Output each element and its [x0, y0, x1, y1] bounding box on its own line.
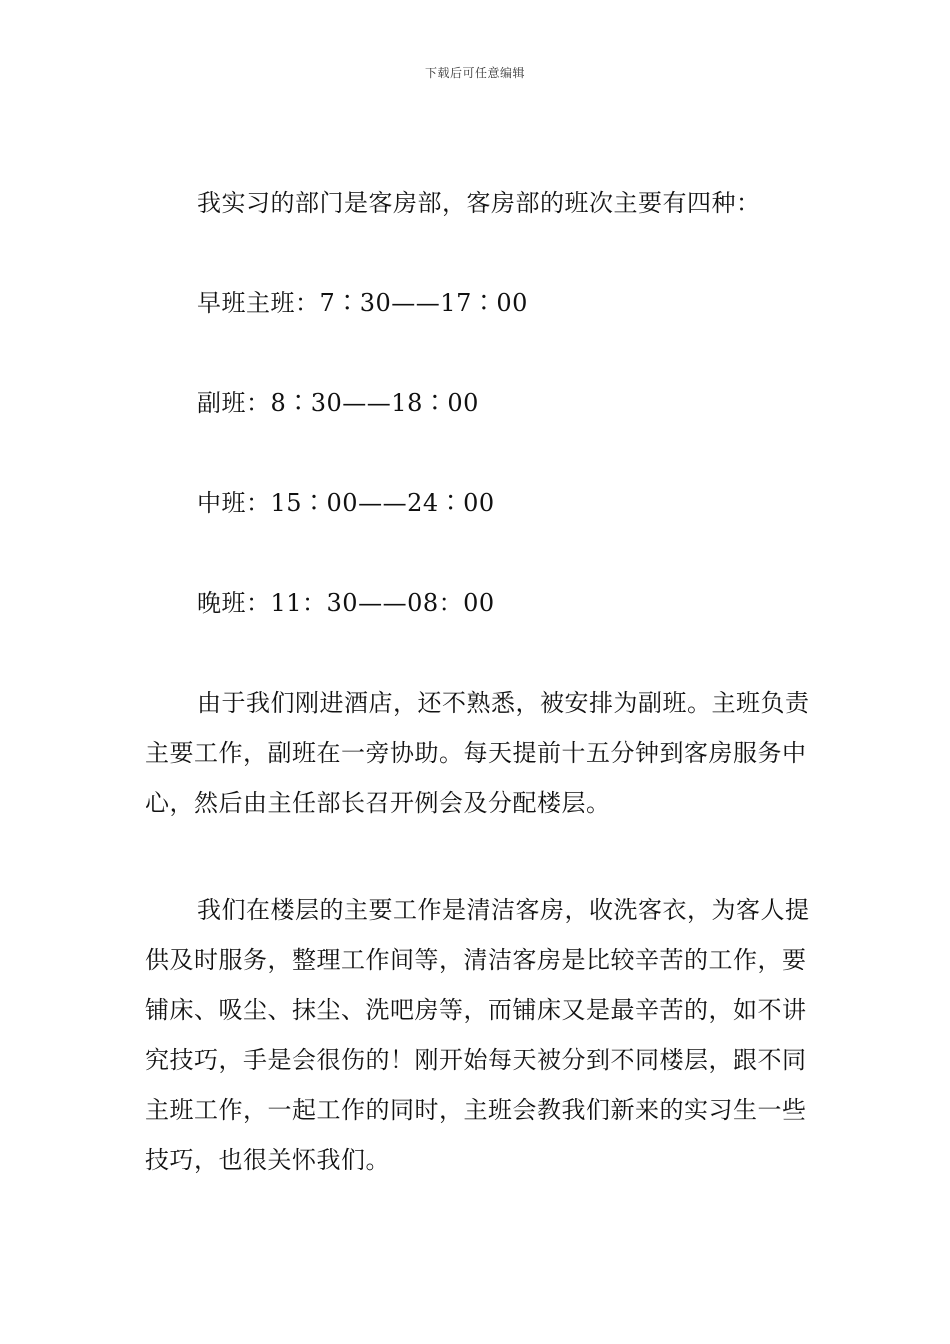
night-shift-line: 晚班：11：30——08：00 — [197, 589, 495, 617]
intro-paragraph: 我实习的部门是客房部，客房部的班次主要有四种： — [197, 189, 761, 217]
document-body — [145, 178, 810, 1185]
page-header: 下载后可任意编辑 — [424, 66, 525, 80]
deputy-shift-line: 副班：8∶30——18∶00 — [197, 389, 479, 417]
early-shift-line: 早班主班：7∶30——17∶00 — [197, 289, 528, 317]
arrangement-paragraph: 由于我们刚进酒店，还不熟悉，被安排为副班。主班负责主要工作，副班在一旁协助。每天提前十五分钟到客房服务中心，然后由主任部长召开例会及分配楼层。 — [145, 689, 810, 817]
middle-shift-line: 中班：15∶00——24∶00 — [197, 489, 495, 517]
floor-work-paragraph: 我们在楼层的主要工作是清洁客房，收洗客衣，为客人提供及时服务，整理工作间等，清洁客房是比较辛苦的工作，要铺床、吸尘、抹尘、洗吧房等，而铺床又是最辛苦的，如不讲究技巧，手是会很伤的！刚开始每天被分到不同楼层，跟不同主班工作，一起工作的同时，主班会教我们新来的实习生一些技巧，也很关怀我们。 — [145, 896, 810, 1174]
